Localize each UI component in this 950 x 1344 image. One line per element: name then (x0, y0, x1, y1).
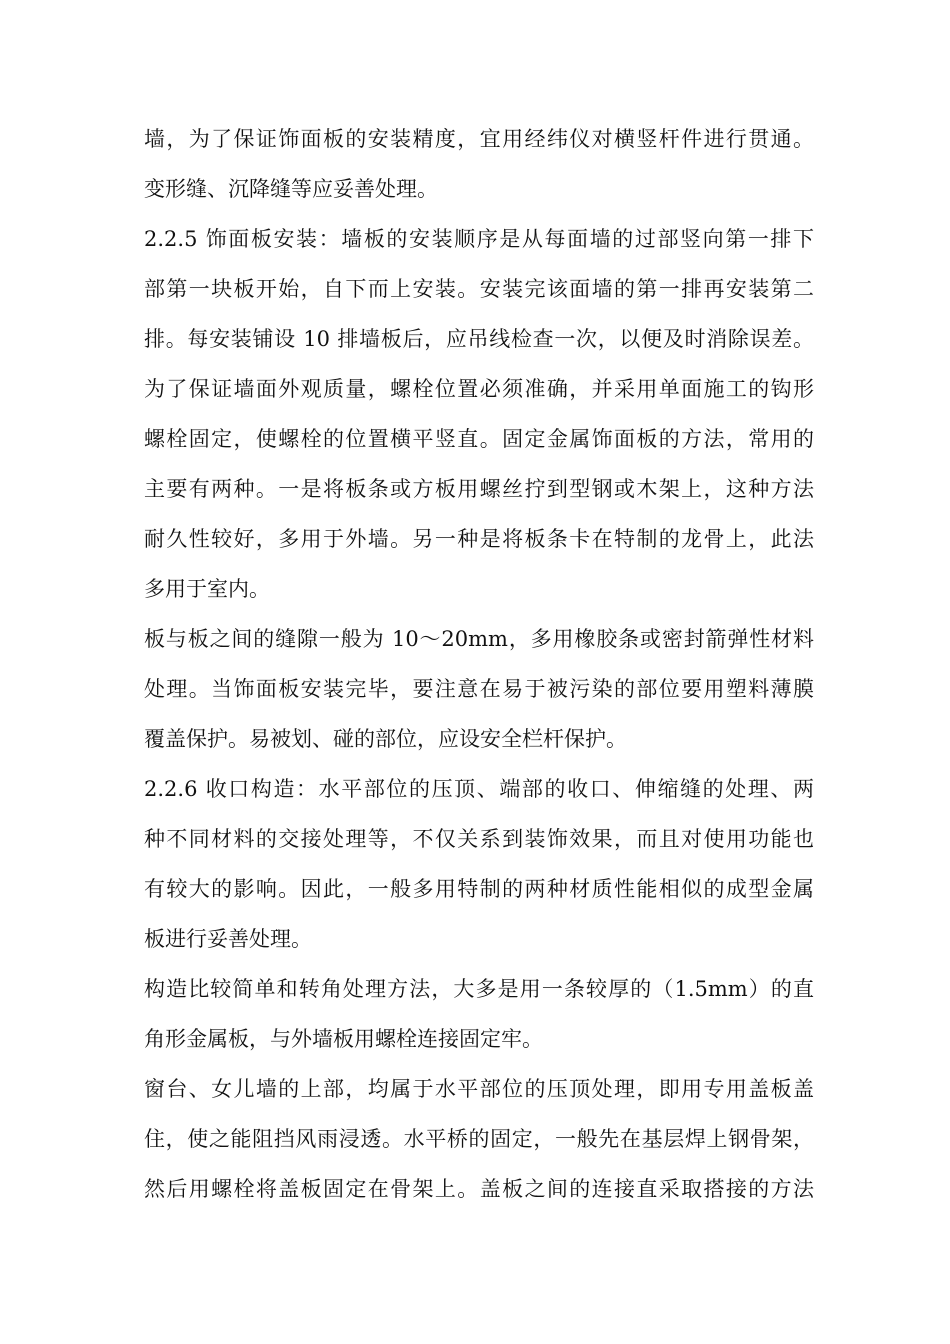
text-line: 部第一块板开始，自下而上安装。安装完该面墙的第一排再安装第二 (144, 277, 814, 301)
text-line: 2.2.6 收口构造：水平部位的压顶、端部的收口、伸缩缝的处理、两 (144, 777, 814, 801)
text-line: 构造比较简单和转角处理方法，大多是用一条较厚的（1.5mm）的直 (144, 977, 814, 1001)
text-line: 种不同材料的交接处理等，不仅关系到装饰效果，而且对使用功能也 (144, 827, 814, 851)
text-line: 螺栓固定，使螺栓的位置横平竖直。固定金属饰面板的方法，常用的 (144, 427, 814, 451)
text-line: 多用于室内。 (144, 577, 270, 601)
text-line: 2.2.5 饰面板安装：墙板的安装顺序是从每面墙的过部竖向第一排下 (144, 227, 814, 251)
text-line: 处理。当饰面板安装完毕，要注意在易于被污染的部位要用塑料薄膜 (144, 677, 814, 701)
text-line: 变形缝、沉降缝等应妥善处理。 (144, 177, 438, 201)
text-line: 板进行妥善处理。 (144, 927, 312, 951)
text-line: 主要有两种。一是将板条或方板用螺丝拧到型钢或木架上，这种方法 (144, 477, 814, 501)
text-line: 耐久性较好，多用于外墙。另一种是将板条卡在特制的龙骨上，此法 (144, 527, 814, 551)
text-line: 然后用螺栓将盖板固定在骨架上。盖板之间的连接直采取搭接的方法 (144, 1177, 814, 1201)
text-line: 覆盖保护。易被划、碰的部位，应设安全栏杆保护。 (144, 727, 627, 751)
text-line: 排。每安装铺设 10 排墙板后，应吊线检查一次，以便及时消除误差。 (144, 327, 814, 351)
text-line: 板与板之间的缝隙一般为 10～20mm，多用橡胶条或密封箭弹性材料 (144, 627, 814, 651)
text-line: 有较大的影响。因此，一般多用特制的两种材质性能相似的成型金属 (144, 877, 814, 901)
text-line: 墙，为了保证饰面板的安装精度，宜用经纬仪对横竖杆件进行贯通。 (144, 127, 814, 151)
text-line: 住，使之能阻挡风雨浸透。水平桥的固定，一般先在基层焊上钢骨架， (144, 1127, 814, 1151)
document-body (144, 114, 814, 1214)
text-line: 窗台、女儿墙的上部，均属于水平部位的压顶处理，即用专用盖板盖 (144, 1077, 814, 1101)
text-line: 角形金属板，与外墙板用螺栓连接固定牢。 (144, 1027, 543, 1051)
text-line: 为了保证墙面外观质量，螺栓位置必须准确，并采用单面施工的钩形 (144, 377, 814, 401)
